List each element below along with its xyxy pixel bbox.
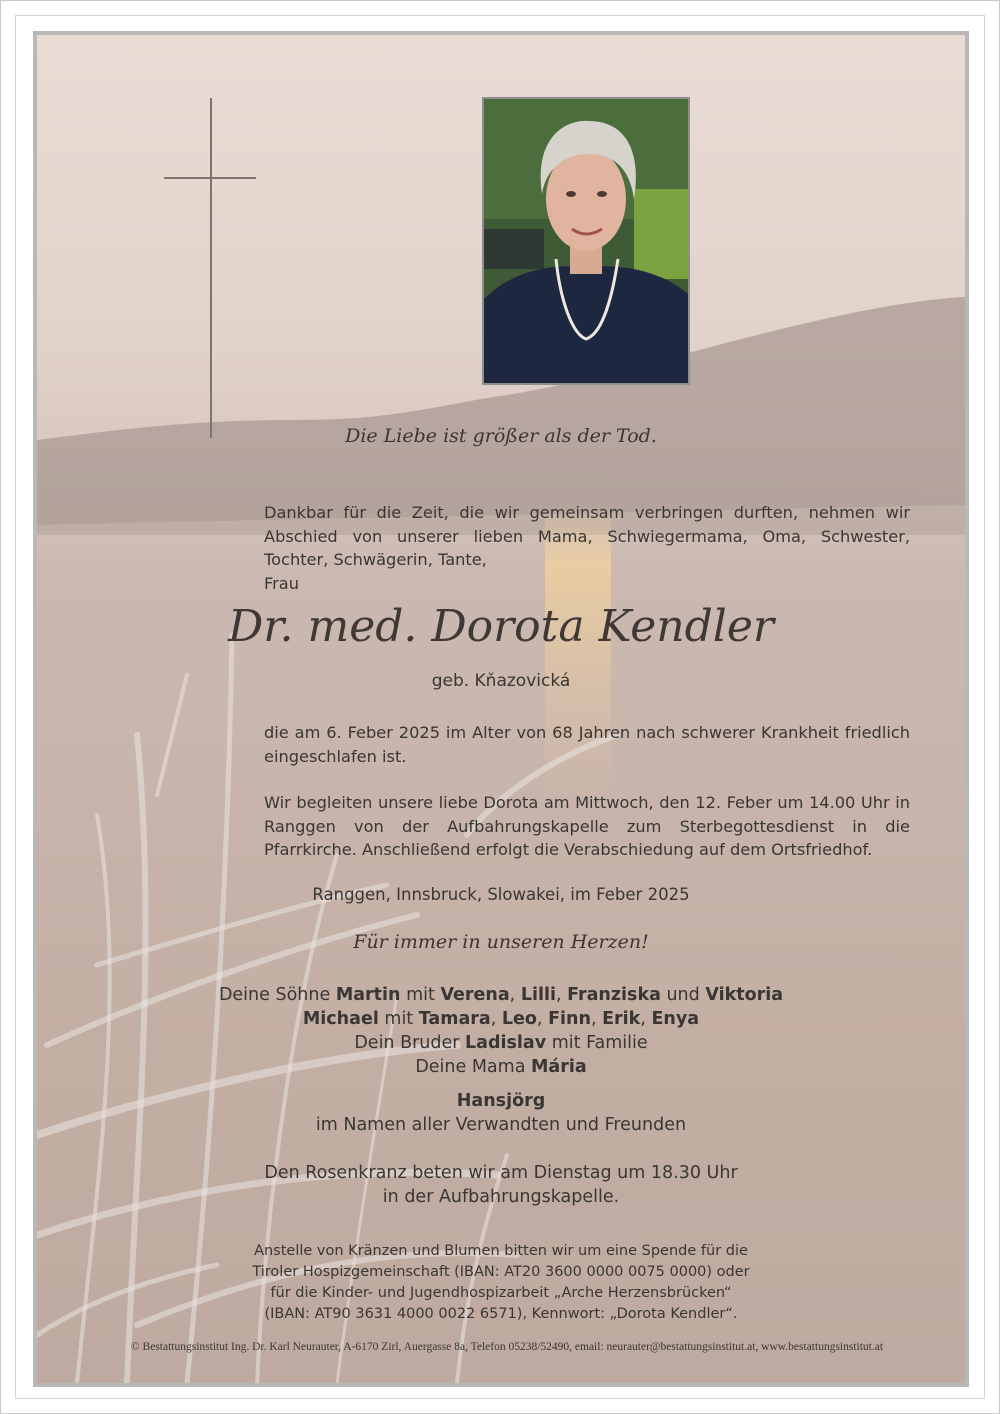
sons-prefix: Deine Söhne [218, 985, 331, 1005]
partner-name: Tamara [418, 1009, 491, 1029]
funeral-home-footer: © Bestattungsinstitut Ing. Dr. Karl Neurauter, A-6170 Zirl, Auergasse 8a, Telefon 05238/52490, email: neurauter@bestattungsinstitut.at, www.bestattungsinstitut.at [130, 1341, 884, 1353]
motto-bottom: Für immer in unseren Herzen! [353, 931, 649, 953]
and-word: und [666, 985, 700, 1005]
family-line-partner [37, 1089, 965, 1113]
motto-top: Die Liebe ist größer als der Tod. [345, 425, 657, 447]
deceased-name: Dr. med. Dorota Kendler [228, 601, 774, 652]
grandchild-name: Viktoria [705, 985, 784, 1005]
grandchild-name: Leo [501, 1009, 537, 1029]
cross-vertical-bar [210, 98, 212, 438]
mother-name: Mária [531, 1057, 587, 1077]
service-paragraph: Wir begleiten unsere liebe Dorota am Mittwoch, den 12. Feber um 14.00 Uhr in Ranggen von der Aufbahrungskapelle zum Sterbegottesdienst in die Pfarrkirche. Anschließend erfolgt die Verabschiedung auf dem Ortsfriedhof. [264, 793, 910, 859]
brother-prefix: Dein Bruder [354, 1033, 460, 1053]
brother-suffix: mit Familie [551, 1033, 648, 1053]
salutation: Frau [264, 573, 299, 593]
with-word: mit [406, 985, 435, 1005]
with-word: mit [384, 1009, 414, 1029]
partner-name: Verena [440, 985, 510, 1005]
rosary-line-1: Den Rosenkranz beten wir am Dienstag um 18.30 Uhr [264, 1163, 738, 1183]
grandchild-name: Finn [548, 1009, 591, 1029]
mother-prefix: Deine Mama [415, 1057, 526, 1077]
donation-line-2: Tiroler Hospizgemeinschaft (IBAN: AT20 3600 0000 0075 0000) oder [252, 1264, 750, 1280]
son-name: Michael [302, 1009, 379, 1029]
family-line-son2: Michael mit Tamara, Leo, Finn, Erik, Enya [302, 1009, 700, 1029]
obituary-card [33, 31, 969, 1387]
birth-name: geb. Kňazovická [431, 671, 571, 691]
intro-text: Dankbar für die Zeit, die wir gemeinsam verbringen durften, nehmen wir Abschied von unserer lieben Mama, Schwiegermama, Oma, Schwester, Tochter, Schwägerin, Tante, [264, 503, 910, 569]
rosary-line-2: in der Aufbahrungskapelle. [382, 1187, 620, 1207]
intro-paragraph [264, 501, 910, 595]
cross-horizontal-bar [164, 177, 256, 179]
family-line-mother [37, 1055, 965, 1079]
place-date: Ranggen, Innsbruck, Slowakei, im Feber 2025 [312, 885, 690, 904]
portrait-photo [482, 97, 690, 385]
grandchild-name: Lilli [520, 985, 556, 1005]
family-line-brother [37, 1031, 965, 1055]
son-name: Martin [335, 985, 401, 1005]
brother-name: Ladislav [465, 1033, 547, 1053]
partner-name: Hansjörg [456, 1091, 546, 1111]
donation-line-1: Anstelle von Kränzen und Blumen bitten wir um eine Spende für die [254, 1243, 748, 1259]
grandchild-name: Enya [651, 1009, 700, 1029]
donation-line-4: (IBAN: AT90 3631 4000 0022 6571), Kennwort: „Dorota Kendler“. [264, 1306, 738, 1322]
death-paragraph: die am 6. Feber 2025 im Alter von 68 Jahren nach schwerer Krankheit friedlich eingeschlafen ist. [264, 723, 910, 766]
grandchild-name: Franziska [567, 985, 661, 1005]
donation-line-3: für die Kinder- und Jugendhospizarbeit „Arche Herzensbrücken“ [270, 1285, 732, 1301]
family-line-relatives: im Namen aller Verwandten und Freunden [315, 1115, 687, 1135]
grandchild-name: Erik [602, 1009, 641, 1029]
portrait-illustration [484, 99, 688, 383]
family-line-sons: Deine Söhne Martin mit Verena, Lilli, Franziska und Viktoria [218, 985, 784, 1005]
